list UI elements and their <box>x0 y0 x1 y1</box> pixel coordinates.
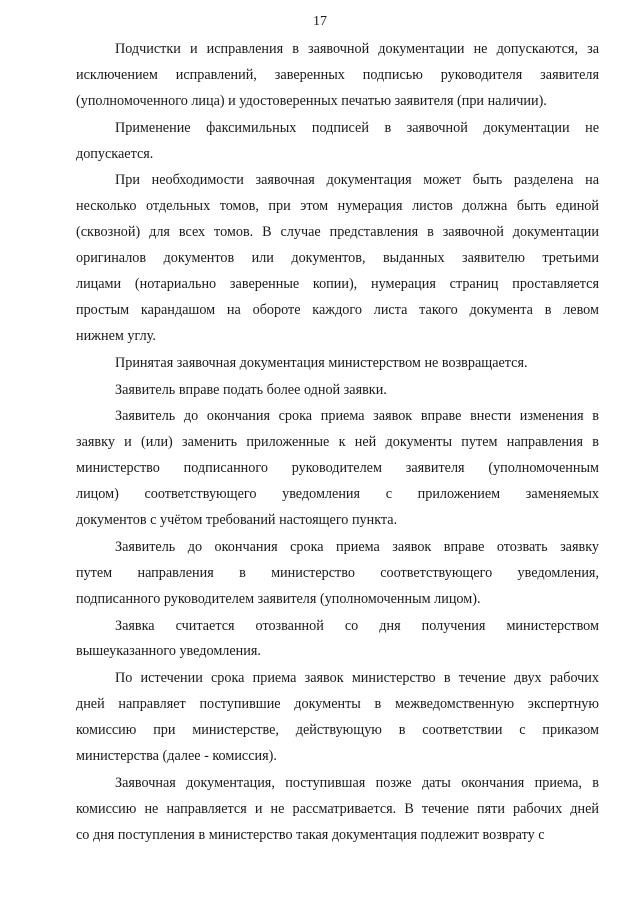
paragraph-line: оригиналов документов или документов, выданных заявителю третьими <box>76 250 599 267</box>
paragraph <box>76 168 599 349</box>
paragraph <box>76 771 599 849</box>
paragraph-line: исключением исправлений, заверенных подписью руководителя заявителя <box>76 66 599 83</box>
paragraph-line: министерство подписанного руководителем заявителя (уполномоченным <box>76 460 599 477</box>
paragraph <box>76 37 599 115</box>
paragraph-line: Заявочная документация, поступившая позже даты окончания приема, в <box>115 774 599 791</box>
paragraph-line: комиссию не направляется и не рассматривается. В течение пяти рабочих дней <box>76 800 599 817</box>
paragraph-line: При необходимости заявочная документация может быть разделена на <box>115 172 599 189</box>
paragraph-line: Применение факсимильных подписей в заявочной документации не <box>115 119 599 136</box>
paragraph-line: простым карандашом на обороте каждого листа такого документа в левом <box>76 301 599 318</box>
document-body <box>76 37 599 850</box>
paragraph-line: путем направления в министерство соответствующего уведомления, <box>76 564 599 581</box>
paragraph <box>76 378 599 404</box>
paragraph-line: дней направляет поступившие документы в межведомственную экспертную <box>76 696 599 713</box>
paragraph <box>76 614 599 666</box>
paragraph-line: вышеуказанного уведомления. <box>76 643 261 660</box>
paragraph <box>76 535 599 613</box>
paragraph <box>76 351 599 377</box>
paragraph-line: заявку и (или) заменить приложенные к ней документы путем направления в <box>76 434 599 451</box>
paragraph-line: документов с учётом требований настоящего пункта. <box>76 512 398 529</box>
paragraph <box>76 666 599 770</box>
paragraph-line: лицом) соответствующего уведомления с приложением заменяемых <box>76 486 599 503</box>
paragraph-line: Заявитель до окончания срока приема заявок вправе отозвать заявку <box>115 538 599 555</box>
paragraph-line: несколько отдельных томов, при этом нумерация листов должна быть единой <box>76 198 599 215</box>
paragraph-line: нижнем углу. <box>76 327 156 344</box>
paragraph-line: подписанного руководителем заявителя (уполномоченным лицом). <box>76 590 481 607</box>
paragraph-line: По истечении срока приема заявок министерство в течение двух рабочих <box>115 670 599 687</box>
paragraph-line: Заявка считается отозванной со дня получения министерством <box>115 617 599 634</box>
paragraph-line: Принятая заявочная документация министерством не возвращается. <box>115 354 528 371</box>
paragraph-line: допускается. <box>76 145 154 162</box>
paragraph <box>76 404 599 533</box>
paragraph-line: (сквозной) для всех томов. В случае представления в заявочной документации <box>76 224 599 241</box>
paragraph <box>76 116 599 168</box>
paragraph-line: (уполномоченного лица) и удостоверенных печатью заявителя (при наличии). <box>76 92 547 109</box>
paragraph-line: Заявитель вправе подать более одной заявки. <box>115 381 387 398</box>
page-number: 17 <box>313 14 327 29</box>
paragraph-line: лицами (нотариально заверенные копии), нумерация страниц проставляется <box>76 276 599 293</box>
paragraph-line: комиссию при министерстве, действующую в соответствии с приказом <box>76 722 599 739</box>
paragraph-line: со дня поступления в министерство такая документация подлежит возврату с <box>76 826 545 843</box>
paragraph-line: министерства (далее - комиссия). <box>76 748 277 765</box>
paragraph-line: Заявитель до окончания срока приема заявок вправе внести изменения в <box>115 408 599 425</box>
paragraph-line: Подчистки и исправления в заявочной документации не допускаются, за <box>115 41 599 57</box>
